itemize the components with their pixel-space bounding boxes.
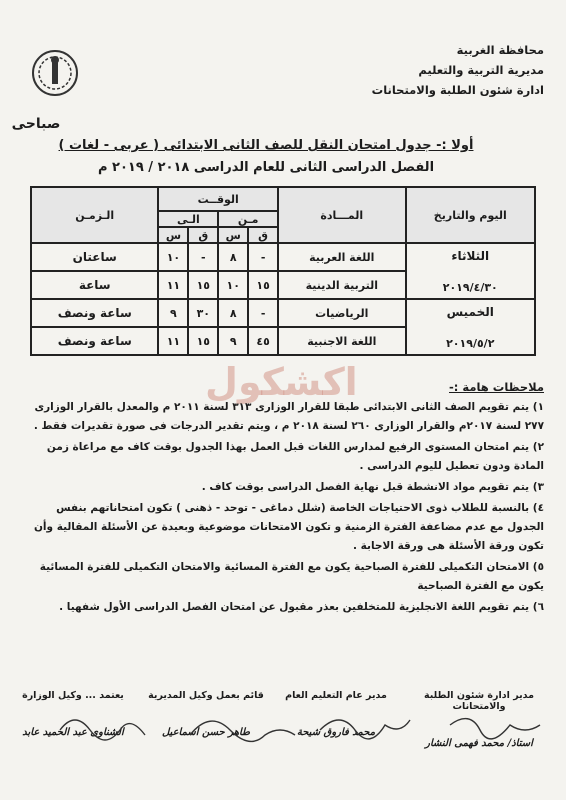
signature-role: مدير ادارة شئون الطلبة والامتحانات bbox=[423, 690, 535, 712]
duration-cell: ساعة bbox=[31, 271, 158, 299]
day-cell bbox=[406, 243, 535, 299]
signature-name: استاذ/ محمد فهمى النشار bbox=[425, 738, 533, 749]
signature-role: مدير عام التعليم العام bbox=[285, 690, 387, 701]
header-to-s: س bbox=[158, 227, 188, 243]
table-row bbox=[31, 243, 535, 271]
schedule-title: أولا :- جدول امتحان النقل للصف الثانى الابتدائى ( عربى - لغات ) bbox=[58, 138, 474, 153]
from-q-cell: - bbox=[248, 299, 278, 327]
header-time: الوقــت bbox=[158, 187, 278, 211]
duration-cell: ساعتان bbox=[31, 243, 158, 271]
subject-cell: الرياضيات bbox=[278, 299, 405, 327]
day-name: الثلاثاء bbox=[451, 248, 490, 263]
document-header bbox=[344, 40, 544, 100]
exam-table bbox=[30, 186, 536, 356]
to-q-cell: ١٥ bbox=[188, 327, 218, 355]
notes-title: ملاحظات هامة :- bbox=[449, 380, 544, 394]
to-s-cell: ٩ bbox=[158, 299, 188, 327]
header-subject: المـــادة bbox=[278, 187, 405, 243]
note-item: ٦) يتم تقويم اللغة الانجليزية للمتخلفين بعذر مقبول عن امتحان الفصل الدراسى الأول شفهيا . bbox=[59, 601, 544, 613]
from-q-cell: ٤٥ bbox=[248, 327, 278, 355]
header-day-date: اليوم والتاريخ bbox=[406, 187, 535, 243]
directorate-label: مديرية التربية والتعليم bbox=[418, 63, 544, 77]
header-from-q: ق bbox=[248, 227, 278, 243]
subject-cell: التربية الدينية bbox=[278, 271, 405, 299]
to-q-cell: ٣٠ bbox=[188, 299, 218, 327]
day-date: ٢٠١٩/٥/٢ bbox=[446, 336, 495, 350]
from-s-cell: ١٠ bbox=[218, 271, 248, 299]
term-title: الفصل الدراسى الثانى للعام الدراسى ٢٠١٨ / ٢٠١٩ م bbox=[97, 160, 435, 175]
signature-role: قائم بعمل وكيل المديرية bbox=[148, 690, 264, 701]
shift-label: صباحى bbox=[11, 116, 61, 132]
handwritten-signatures-icon bbox=[40, 700, 560, 760]
subject-cell: اللغة الاجنبية bbox=[278, 327, 405, 355]
to-q-cell: ١٥ bbox=[188, 271, 218, 299]
note-item: ٤) بالنسبة للطلاب ذوى الاحتياجات الخاصة (شلل دماغى - توحد - ذهنى ) تكون امتحاناتهم بنفس الجدول مع عدم مضاعفة الفترة الزمنية و تكون الامتحانات موضوعية وبعيدة عن الأسئلة المقالية وأن تكون ورقة الأسئلة هى ورقة الاجابة . bbox=[33, 502, 544, 552]
note-item: ٥) الامتحان التكميلى للفترة الصباحية يكون مع الفترة المسائية والامتحان التكميلى للفترة المسائية يكون مع الفترة الصباحية bbox=[39, 561, 544, 592]
department-label: ادارة شئون الطلبة والامتحانات bbox=[371, 83, 544, 97]
watermark: اكشكول bbox=[205, 360, 358, 404]
header-to: الـى bbox=[158, 211, 218, 227]
day-cell bbox=[406, 299, 535, 355]
day-date: ٢٠١٩/٤/٣٠ bbox=[442, 280, 498, 294]
signature-role: يعتمد ... وكيل الوزارة bbox=[22, 690, 124, 701]
to-s-cell: ١٠ bbox=[158, 243, 188, 271]
to-s-cell: ١١ bbox=[158, 327, 188, 355]
from-q-cell: ١٥ bbox=[248, 271, 278, 299]
table-row bbox=[31, 299, 535, 327]
signature-name: محمد فاروق شيحة bbox=[296, 727, 376, 738]
header-to-q: ق bbox=[188, 227, 218, 243]
header-from-s: س bbox=[218, 227, 248, 243]
note-item: ٢) يتم امتحان المستوى الرفيع لمدارس اللغات قبل العمل بهذا الجدول بوقت كاف مع مراعاة زمن المادة ودون تعطيل لليوم الدراسى . bbox=[46, 441, 544, 472]
notes-list bbox=[24, 398, 544, 619]
from-s-cell: ٩ bbox=[218, 327, 248, 355]
from-q-cell: - bbox=[248, 243, 278, 271]
from-s-cell: ٨ bbox=[218, 299, 248, 327]
header-duration: الـزمـن bbox=[31, 187, 158, 243]
day-name: الخميس bbox=[446, 304, 494, 319]
duration-cell: ساعة ونصف bbox=[31, 299, 158, 327]
duration-cell: ساعة ونصف bbox=[31, 327, 158, 355]
note-item: ١) يتم تقويم الصف الثانى الابتدائى طبقا للقرار الوزارى ٣١٣ لسنة ٢٠١١ م والمعدل بالقرار الوزارى ٢٧٧ لسنة ٢٠١٧م والقرار الوزارى ٢٦٠ لسنة ٢٠١٨ م ، ويتم تقدير الدرجات فى صورة تقديرات فقط . bbox=[33, 401, 544, 432]
signature-name: الشناوى عبد الحميد عابد bbox=[22, 727, 124, 738]
ministry-logo-icon bbox=[30, 48, 80, 98]
to-s-cell: ١١ bbox=[158, 271, 188, 299]
signature-name: طاهر حسن اسماعيل bbox=[161, 727, 251, 738]
governorate-label: محافظة الغربية bbox=[456, 43, 544, 57]
note-item: ٣) يتم تقويم مواد الانشطة قبل نهاية الفصل الدراسى بوقت كاف . bbox=[201, 481, 544, 493]
header-from: مـن bbox=[218, 211, 278, 227]
subject-cell: اللغة العربية bbox=[278, 243, 405, 271]
from-s-cell: ٨ bbox=[218, 243, 248, 271]
to-q-cell: - bbox=[188, 243, 218, 271]
